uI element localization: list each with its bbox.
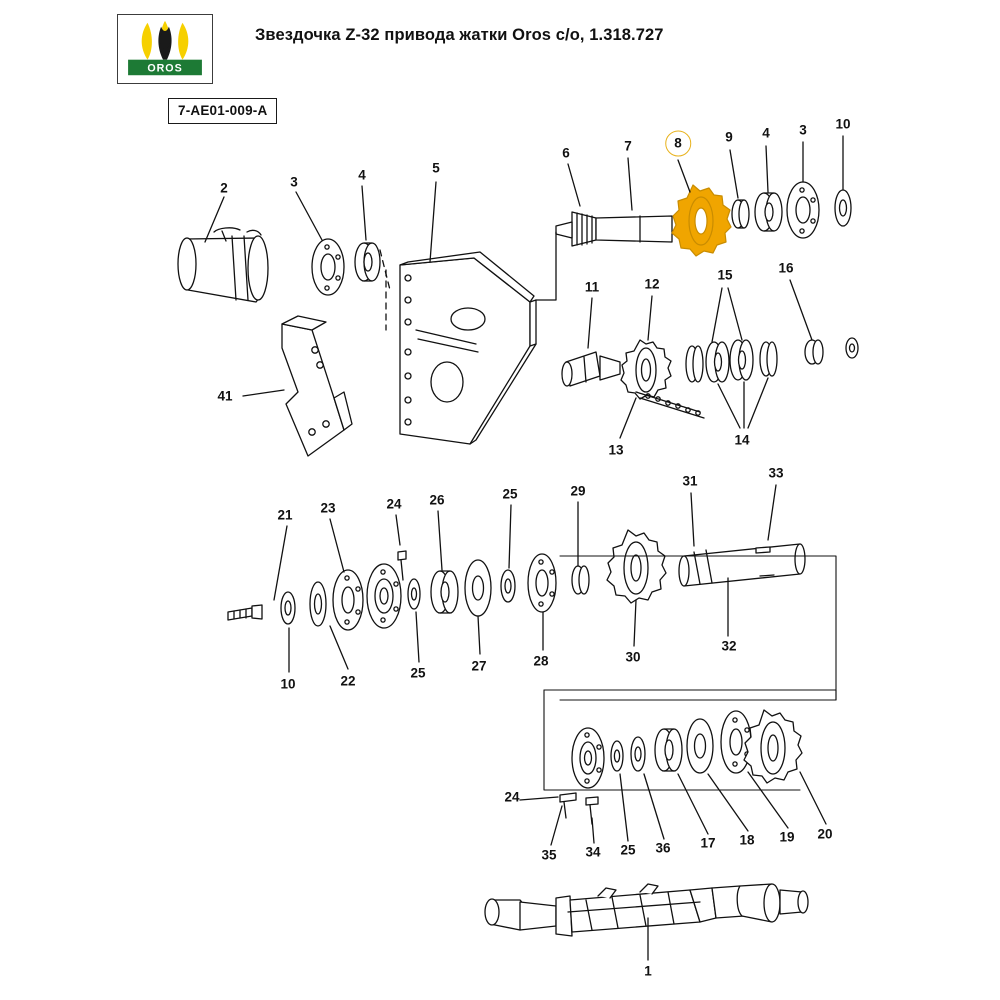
part-8-sprocket-highlighted <box>672 185 731 256</box>
callout-number[interactable]: 9 <box>725 129 733 145</box>
part-21-bolt <box>228 605 262 620</box>
part-10-washer-lower <box>281 592 295 624</box>
callout-number[interactable]: 29 <box>570 483 586 499</box>
callout-number[interactable]: 17 <box>700 835 716 851</box>
callout-number[interactable]: 5 <box>432 160 440 176</box>
callout-number[interactable]: 22 <box>340 673 356 689</box>
part-10-washer <box>835 190 851 226</box>
drawing-code: 7-AE01-009-A <box>168 98 277 124</box>
callout-number[interactable]: 25 <box>410 665 426 681</box>
svg-text:OROS: OROS <box>147 62 183 75</box>
part-3-flange-right <box>787 182 819 238</box>
callout-number[interactable]: 16 <box>778 260 794 276</box>
part-12-sprocket <box>621 340 671 399</box>
part-23-hub <box>333 570 363 630</box>
part-41-bracket <box>282 316 352 456</box>
callout-number[interactable]: 2 <box>220 180 228 196</box>
part-34-bolt <box>586 797 598 824</box>
part-13-chain <box>636 392 704 418</box>
part-6-stub-shaft <box>556 212 596 246</box>
callout-number[interactable]: 4 <box>762 125 770 141</box>
part-2-housing <box>178 228 268 302</box>
part-22-disc <box>310 582 326 626</box>
part-24-bolt <box>398 551 406 580</box>
part-5-support-plate <box>400 252 536 444</box>
part-7-shaft <box>596 216 672 242</box>
page-title: Звездочка Z-32 привода жатки Oros c/o, 1.318.727 <box>255 26 664 44</box>
callout-number[interactable]: 7 <box>624 138 632 154</box>
callout-number[interactable]: 26 <box>429 492 445 508</box>
part-29-spacer <box>572 566 589 594</box>
part-17-hub <box>572 728 604 788</box>
callout-number[interactable]: 34 <box>585 844 601 860</box>
part-32-shaft <box>679 544 805 586</box>
part-1-driveshaft <box>485 884 808 936</box>
callout-number[interactable]: 18 <box>739 832 755 848</box>
part-25-washer-a <box>408 579 420 609</box>
callout-number[interactable]: 10 <box>280 676 296 692</box>
part-27-disc <box>465 560 491 616</box>
part-26-bearing <box>431 571 458 613</box>
callout-number[interactable]: 25 <box>620 842 636 858</box>
callout-number[interactable]: 31 <box>682 473 698 489</box>
callout-number[interactable]: 19 <box>779 829 795 845</box>
callout-number[interactable]: 24 <box>504 789 520 805</box>
callout-number[interactable]: 24 <box>386 496 402 512</box>
part-4-bearing-right <box>755 193 782 231</box>
part-17-bearing <box>655 729 682 771</box>
part-30-sprocket <box>607 530 666 603</box>
part-35-bolt <box>560 793 576 818</box>
part-28-flange <box>528 554 556 612</box>
callout-number[interactable]: 33 <box>768 465 784 481</box>
callout-number[interactable]: 13 <box>608 442 624 458</box>
part-14-bearing-set <box>706 340 777 382</box>
callout-number[interactable]: 30 <box>625 649 641 665</box>
callout-number[interactable]: 8 <box>674 135 682 151</box>
callout-number[interactable]: 32 <box>721 638 737 654</box>
callout-number[interactable]: 4 <box>358 167 366 183</box>
callout-number[interactable]: 23 <box>320 500 336 516</box>
callout-number[interactable]: 20 <box>817 826 833 842</box>
callout-number[interactable]: 21 <box>277 507 293 523</box>
part-15-bearing-a <box>686 346 703 382</box>
callout-number[interactable]: 3 <box>799 122 807 138</box>
callout-number[interactable]: 3 <box>290 174 298 190</box>
callout-number[interactable]: 35 <box>541 847 557 863</box>
callout-number[interactable]: 14 <box>734 432 750 448</box>
part-25-washer-b <box>501 570 515 602</box>
callout-number[interactable]: 28 <box>533 653 549 669</box>
callout-number[interactable]: 15 <box>717 267 733 283</box>
part-18-disc <box>687 719 713 773</box>
callout-number[interactable]: 10 <box>835 116 851 132</box>
part-11-taper-shaft <box>562 352 620 386</box>
callout-number[interactable]: 11 <box>584 279 600 295</box>
callout-number[interactable]: 25 <box>502 486 518 502</box>
oros-logo <box>117 14 213 84</box>
part-36-washer <box>631 737 645 771</box>
part-9-spacer <box>732 200 749 228</box>
callout-number[interactable]: 1 <box>644 963 652 979</box>
callout-number[interactable]: 6 <box>562 145 570 161</box>
part-24-hub <box>367 564 401 628</box>
callout-number[interactable]: 36 <box>655 840 671 856</box>
part-16-spacer <box>805 338 858 364</box>
part-25-washer-c <box>611 741 623 771</box>
callout-number[interactable]: 27 <box>471 658 487 674</box>
part-19-flange <box>721 711 751 773</box>
callout-number[interactable]: 41 <box>217 388 233 404</box>
part-20-sprocket <box>744 710 802 783</box>
part-3-flange <box>312 239 344 295</box>
oros-logo-graphic <box>118 15 212 83</box>
callout-number[interactable]: 12 <box>644 276 660 292</box>
part-4-bearing <box>355 243 380 281</box>
